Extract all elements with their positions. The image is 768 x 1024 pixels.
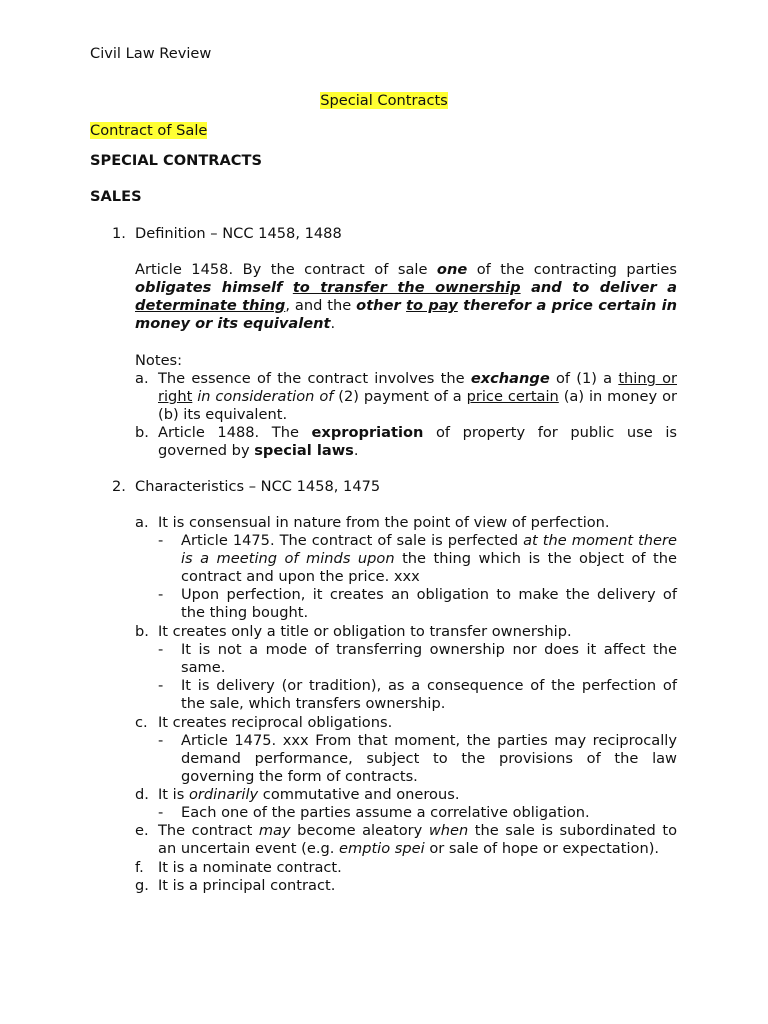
- article-text: .: [330, 315, 336, 332]
- section-1-number: 1.: [112, 225, 126, 242]
- char-g-label: g.: [135, 877, 149, 894]
- sub-text: Article 1475. The contract of sale is perfected: [181, 532, 524, 549]
- running-header: Civil Law Review: [90, 45, 212, 62]
- article-text: other: [356, 297, 401, 314]
- section-1-title: Definition – NCC 1458, 1488: [135, 225, 342, 242]
- char-b-sub-2: It is delivery (or tradition), as a consequence of the perfection of the sale, which transfers ownership.: [181, 677, 677, 712]
- subtitle-text: Contract of Sale: [90, 122, 208, 139]
- char-b-sub-1: It is not a mode of transferring ownership nor does it affect the same.: [181, 641, 677, 676]
- char-e-label: e.: [135, 822, 149, 839]
- section-2-number: 2.: [112, 478, 126, 495]
- char-c-label: c.: [135, 714, 148, 731]
- note-text: .: [353, 442, 359, 459]
- char-f-label: f.: [135, 859, 144, 876]
- item-text: commutative and onerous.: [258, 786, 460, 803]
- note-text: of (1) a: [549, 370, 619, 387]
- char-a-label: a.: [135, 514, 149, 531]
- char-d-label: d.: [135, 786, 149, 803]
- char-b: It creates only a title or obligation to transfer ownership.: [158, 623, 572, 640]
- dash-bullet: -: [158, 641, 164, 658]
- article-text: of the contracting parties: [467, 261, 677, 278]
- subtitle: [90, 122, 207, 139]
- article-text: Article 1458. By the contract of sale: [135, 261, 437, 278]
- heading-special-contracts: SPECIAL CONTRACTS: [90, 152, 262, 169]
- article-text: one: [436, 261, 468, 278]
- char-b-label: b.: [135, 623, 149, 640]
- item-text: the sale is subordinated to an uncertain event (e.g.: [158, 822, 678, 857]
- article-text: determinate thing: [135, 297, 286, 314]
- char-d-sub-1: Each one of the parties assume a correlative obligation.: [181, 804, 590, 821]
- item-text: become aleatory: [290, 822, 429, 839]
- item-text: when: [428, 822, 469, 839]
- document-title-text: Special Contracts: [320, 92, 448, 109]
- heading-sales: SALES: [90, 188, 142, 205]
- article-text: obligates himself: [135, 279, 293, 296]
- article-1458: [135, 261, 677, 333]
- note-text: of property for public use is governed by: [158, 424, 677, 459]
- section-2-title: Characteristics – NCC 1458, 1475: [135, 478, 381, 495]
- char-a: It is consensual in nature from the point of view of perfection.: [158, 514, 610, 531]
- item-text: emptio spei: [339, 840, 425, 857]
- article-text: and to deliver a: [520, 279, 677, 296]
- dash-bullet: -: [158, 532, 164, 549]
- note-a-label: a.: [135, 370, 149, 387]
- note-text: special laws: [254, 442, 354, 459]
- dash-bullet: -: [158, 804, 164, 821]
- note-text: Article 1488. The: [158, 424, 312, 441]
- sub-text: the thing which is the object of the contract and upon the price. xxx: [181, 550, 677, 585]
- dash-bullet: -: [158, 586, 164, 603]
- note-b-label: b.: [135, 424, 149, 441]
- note-text: expropriation: [311, 424, 424, 441]
- item-text: ordinarily: [188, 786, 259, 803]
- char-g: It is a principal contract.: [158, 877, 336, 894]
- note-text: in consideration of: [197, 388, 334, 405]
- sub-text: at the moment there is a meeting of minds upon: [181, 532, 677, 567]
- dash-bullet: -: [158, 732, 164, 749]
- char-f: It is a nominate contract.: [158, 859, 342, 876]
- char-c: It creates reciprocal obligations.: [158, 714, 393, 731]
- note-text: (a) in money or (b) its equivalent.: [158, 388, 677, 423]
- note-text: (2) payment of a: [333, 388, 467, 405]
- item-text: The contract: [158, 822, 259, 839]
- item-text: It is: [158, 786, 189, 803]
- char-e: [158, 822, 677, 858]
- note-text: thing or right: [158, 370, 677, 405]
- article-text: , and the: [285, 297, 357, 314]
- char-d: [158, 786, 677, 804]
- char-a-sub-2: Upon perfection, it creates an obligation to make the delivery of the thing bought.: [181, 586, 677, 621]
- document-title: [0, 92, 768, 109]
- char-a-sub-1: [181, 532, 677, 586]
- note-text: price certain: [466, 388, 559, 405]
- article-text: to pay: [406, 297, 458, 314]
- article-text: therefor a price certain in money or its equivalent: [135, 297, 677, 332]
- char-c-sub-1: Article 1475. xxx From that moment, the parties may reciprocally demand performance, subject to the provisions of the law governing the form of contracts.: [181, 732, 677, 785]
- note-a: [158, 370, 677, 424]
- item-text: may: [258, 822, 291, 839]
- notes-label: Notes:: [135, 352, 183, 369]
- note-b: [158, 424, 677, 460]
- dash-bullet: -: [158, 677, 164, 694]
- item-text: or sale of hope or expectation).: [424, 840, 660, 857]
- note-text: The essence of the contract involves the: [158, 370, 471, 387]
- article-text: to transfer the ownership: [292, 279, 521, 296]
- note-text: exchange: [470, 370, 550, 387]
